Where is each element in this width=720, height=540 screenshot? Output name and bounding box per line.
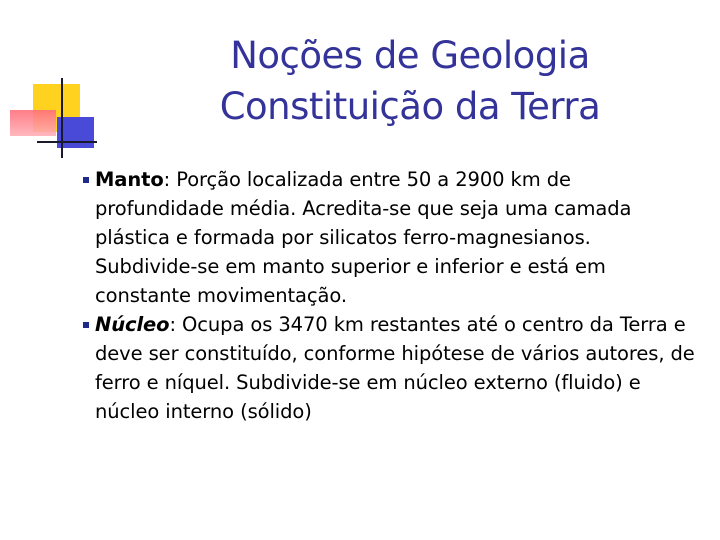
bullet-text: : Ocupa os 3470 km restantes até o centro da Terra e deve ser constituído, conforme hipótese de vários autores, de ferro e níquel. Subdivide-se em núcleo externo (fluido) e núcleo interno (sólido): [95, 313, 695, 423]
logo-horizontal-line: [37, 141, 97, 143]
logo-pink-bar: [10, 110, 56, 136]
square-bullet-icon: [83, 177, 89, 183]
slide-logo-icon: [0, 0, 110, 170]
slide-title: [140, 30, 680, 132]
title-line-1: Noções de Geologia: [230, 34, 590, 77]
bullet-term: Manto: [95, 168, 164, 191]
square-bullet-icon: [83, 322, 89, 328]
slide-body: [80, 165, 695, 426]
bullet-text: : Porção localizada entre 50 a 2900 km de profundidade média. Acredita-se que seja uma camada plástica e formada por silicatos ferro-magnesianos. Subdivide-se em manto superior e inferior e está em constante movimentação.: [95, 168, 632, 307]
title-line-2: Constituição da Terra: [219, 85, 601, 128]
bullet-term: Núcleo: [95, 313, 170, 336]
logo-vertical-line: [61, 78, 63, 158]
bullet-item-nucleo: [80, 310, 695, 426]
bullet-item-manto: [80, 165, 695, 310]
